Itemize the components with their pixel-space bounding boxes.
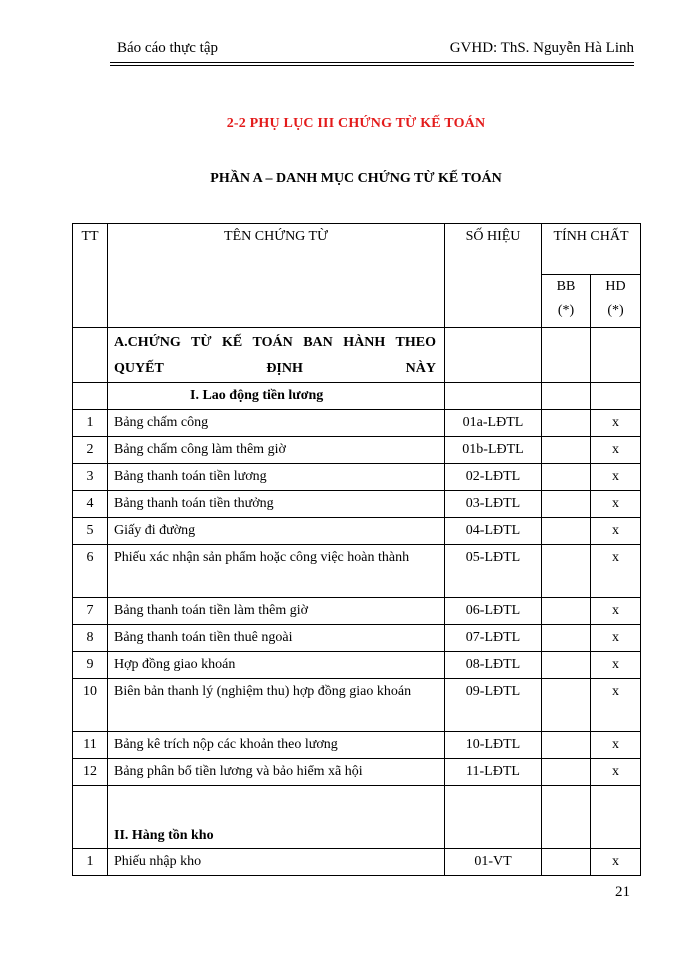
mandatory-flag <box>542 679 591 732</box>
table-section-row <box>73 328 641 383</box>
page-header <box>117 40 634 62</box>
guidance-flag: x <box>591 732 641 759</box>
header-supervisor: GVHD: ThS. Nguyễn Hà Linh <box>449 40 634 56</box>
voucher-code: 10-LĐTL <box>445 732 542 759</box>
guidance-flag: x <box>591 491 641 518</box>
mandatory-flag <box>542 598 591 625</box>
row-number: 1 <box>73 410 108 437</box>
mandatory-flag <box>542 732 591 759</box>
table-row <box>73 464 641 491</box>
header-name: TÊN CHỨNG TỪ <box>108 224 445 328</box>
mandatory-flag <box>542 437 591 464</box>
voucher-code: 11-LĐTL <box>445 759 542 786</box>
voucher-name: Bảng thanh toán tiền lương <box>108 464 445 491</box>
header-bb: BB (*) <box>542 275 591 328</box>
group-1-rows <box>73 410 641 786</box>
voucher-name: Bảng thanh toán tiền thưởng <box>108 491 445 518</box>
voucher-name: Giấy đi đường <box>108 518 445 545</box>
mandatory-flag <box>542 410 591 437</box>
voucher-name: Phiếu nhập kho <box>108 849 445 876</box>
voucher-name: Bảng chấm công <box>108 410 445 437</box>
row-number: 4 <box>73 491 108 518</box>
table-row <box>73 732 641 759</box>
section-title: PHẦN A – DANH MỤC CHỨNG TỪ KẾ TOÁN <box>210 171 502 186</box>
row-number: 8 <box>73 625 108 652</box>
row-number: 9 <box>73 652 108 679</box>
row-number: 11 <box>73 732 108 759</box>
header-hd: HD (*) <box>591 275 641 328</box>
row-number: 12 <box>73 759 108 786</box>
guidance-flag: x <box>591 849 641 876</box>
voucher-name: Bảng kê trích nộp các khoản theo lương <box>108 732 445 759</box>
guidance-flag: x <box>591 759 641 786</box>
mandatory-flag <box>542 652 591 679</box>
voucher-name: Bảng chấm công làm thêm giờ <box>108 437 445 464</box>
group-2-label: II. Hàng tồn kho <box>108 786 445 849</box>
voucher-name: Phiếu xác nhận sản phẩm hoặc công việc hoàn thành <box>108 545 445 598</box>
header-report-title: Báo cáo thực tập <box>117 40 219 56</box>
voucher-name: Bảng phân bổ tiền lương và bảo hiểm xã hội <box>108 759 445 786</box>
row-number: 6 <box>73 545 108 598</box>
voucher-code: 01-VT <box>445 849 542 876</box>
voucher-code: 08-LĐTL <box>445 652 542 679</box>
voucher-code: 05-LĐTL <box>445 545 542 598</box>
row-number: 1 <box>73 849 108 876</box>
voucher-code: 02-LĐTL <box>445 464 542 491</box>
header-code: SỐ HIỆU <box>445 224 542 328</box>
row-number: 5 <box>73 518 108 545</box>
table-group-row <box>73 786 641 849</box>
guidance-flag: x <box>591 518 641 545</box>
voucher-name: Bảng thanh toán tiền làm thêm giờ <box>108 598 445 625</box>
document-title: 2-2 PHỤ LỤC III CHỨNG TỪ KẾ TOÁN <box>226 116 486 131</box>
row-number: 10 <box>73 679 108 732</box>
voucher-code: 07-LĐTL <box>445 625 542 652</box>
header-tt: TT <box>73 224 108 328</box>
mandatory-flag <box>542 464 591 491</box>
row-number: 3 <box>73 464 108 491</box>
mandatory-flag <box>542 518 591 545</box>
guidance-flag: x <box>591 437 641 464</box>
group-1-label: I. Lao động tiền lương <box>108 383 445 410</box>
voucher-code: 04-LĐTL <box>445 518 542 545</box>
voucher-catalog-table <box>72 223 641 876</box>
mandatory-flag <box>542 625 591 652</box>
row-number: 7 <box>73 598 108 625</box>
header-rule-thin <box>110 65 634 66</box>
page-number: 21 <box>615 884 630 900</box>
mandatory-flag <box>542 491 591 518</box>
table-row <box>73 545 641 598</box>
guidance-flag: x <box>591 464 641 491</box>
table-row <box>73 849 641 876</box>
voucher-name: Hợp đồng giao khoán <box>108 652 445 679</box>
guidance-flag: x <box>591 652 641 679</box>
voucher-code: 06-LĐTL <box>445 598 542 625</box>
guidance-flag: x <box>591 598 641 625</box>
mandatory-flag <box>542 759 591 786</box>
header-rule <box>110 62 634 63</box>
table-row <box>73 437 641 464</box>
guidance-flag: x <box>591 625 641 652</box>
guidance-flag: x <box>591 679 641 732</box>
voucher-code: 01b-LĐTL <box>445 437 542 464</box>
mandatory-flag <box>542 545 591 598</box>
table-row <box>73 679 641 732</box>
voucher-code: 03-LĐTL <box>445 491 542 518</box>
guidance-flag: x <box>591 410 641 437</box>
table-row <box>73 759 641 786</box>
table-row <box>73 518 641 545</box>
table-row <box>73 652 641 679</box>
section-a-label: A.CHỨNG TỪ KẾ TOÁN BAN HÀNH THEO QUYẾT ĐỊNH NÀY <box>108 328 445 383</box>
table-row <box>73 491 641 518</box>
table-row <box>73 410 641 437</box>
voucher-name: Bảng thanh toán tiền thuê ngoài <box>108 625 445 652</box>
table-group-row <box>73 383 641 410</box>
voucher-code: 09-LĐTL <box>445 679 542 732</box>
table-row <box>73 625 641 652</box>
header-nature: TÍNH CHẤT <box>542 224 641 275</box>
voucher-code: 01a-LĐTL <box>445 410 542 437</box>
table-row <box>73 598 641 625</box>
row-number: 2 <box>73 437 108 464</box>
voucher-name: Biên bản thanh lý (nghiệm thu) hợp đồng giao khoán <box>108 679 445 732</box>
guidance-flag: x <box>591 545 641 598</box>
group-2-rows <box>73 849 641 876</box>
mandatory-flag <box>542 849 591 876</box>
